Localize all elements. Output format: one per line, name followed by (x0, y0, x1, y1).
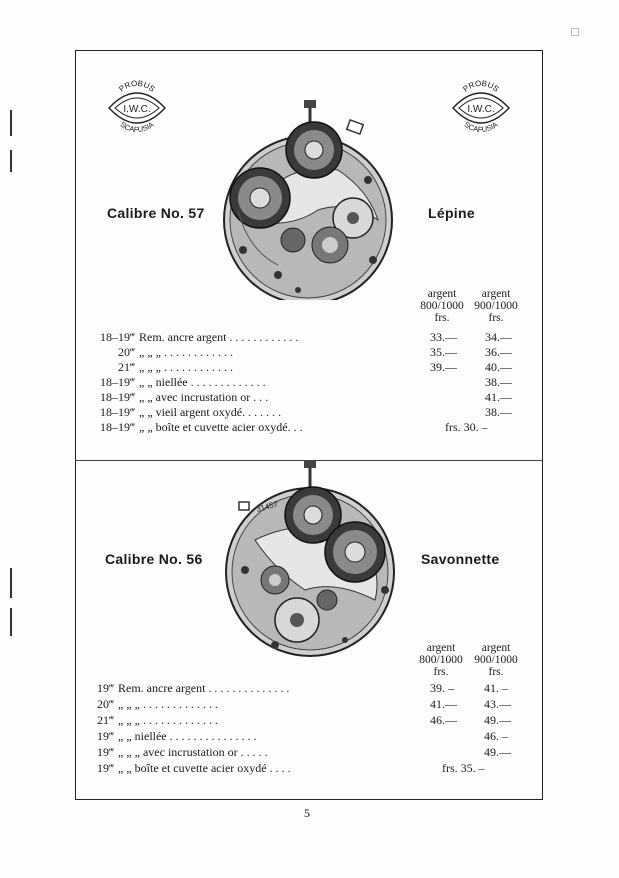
logo-text-bottom: SCAFUSIA (462, 119, 500, 135)
svg-text:SCAFUSIA (463, 120, 500, 134)
binding-mark (10, 110, 12, 136)
logo-text-middle: I.W.C. (123, 104, 151, 115)
binding-mark (10, 608, 12, 636)
price-header-900: argent 900/1000 frs. (474, 288, 518, 324)
calibre-56-title: Calibre No. 56 (105, 551, 203, 567)
movement-57-illustration (218, 100, 398, 300)
binding-mark (10, 568, 12, 598)
style-lepine-label: Lépine (428, 205, 475, 221)
table-row: 20‴ „ „ „ . . . . . . . . . . . . . 41.— 43.— (97, 697, 511, 711)
logo-text-middle: I.W.C. (467, 104, 495, 115)
price-header-800: argent 800/1000 frs. (419, 642, 463, 678)
table-row: 20‴ „ „ „ . . . . . . . . . . . . 35.— 36.— (118, 345, 512, 359)
movement-56-illustration (215, 460, 405, 665)
table-row: 19‴ „ „ boîte et cuvette acier oxydé . . . . frs. 35. – (97, 761, 485, 775)
svg-text:SCAFUSIA (119, 120, 156, 134)
style-savonnette-label: Savonnette (421, 551, 500, 567)
table-row: 18–19‴ „ „ avec incrustation or . . . 41.— (100, 390, 512, 404)
svg-text:PROBUS (461, 79, 500, 94)
price-header-800: argent 800/1000 frs. (420, 288, 464, 324)
iwc-logo-right (449, 78, 513, 138)
table-row: 19‴ Rem. ancre argent . . . . . . . . . . . . . . 39. – 41. – (97, 681, 508, 695)
corner-mark (571, 28, 579, 36)
calibre-57-title: Calibre No. 57 (107, 205, 205, 221)
table-row: 18–19‴ „ „ niellée . . . . . . . . . . . . . 38.— (100, 375, 512, 389)
table-row: 18–19‴ „ „ boîte et cuvette acier oxydé. . . frs. 30. – (100, 420, 488, 434)
table-row: 18–19‴ „ „ vieil argent oxydé. . . . . . . 38.— (100, 405, 512, 419)
svg-text:PROBUS (117, 79, 156, 94)
logo-text-bottom: SCAFUSIA (118, 119, 156, 135)
logo-text-top: PROBUS (117, 78, 157, 94)
table-row: 18–19‴ Rem. ancre argent . . . . . . . . . . . . 33.— 34.— (100, 330, 512, 344)
table-row: 19‴ „ „ „ avec incrustation or . . . . . 49.— (97, 745, 511, 759)
price-header-900: argent 900/1000 frs. (474, 642, 518, 678)
page-number: 5 (304, 806, 310, 820)
logo-text-top: PROBUS (461, 78, 501, 94)
binding-mark (10, 150, 12, 172)
iwc-logo-left (105, 78, 169, 138)
table-row: 19‴ „ „ niellée . . . . . . . . . . . . . . . 46. – (97, 729, 508, 743)
table-row: 21‴ „ „ „ . . . . . . . . . . . . 39.— 40.— (118, 360, 512, 374)
table-row: 21‴ „ „ „ . . . . . . . . . . . . . 46.— 49.— (97, 713, 511, 727)
movement-serial-number: 31457 (255, 499, 280, 514)
